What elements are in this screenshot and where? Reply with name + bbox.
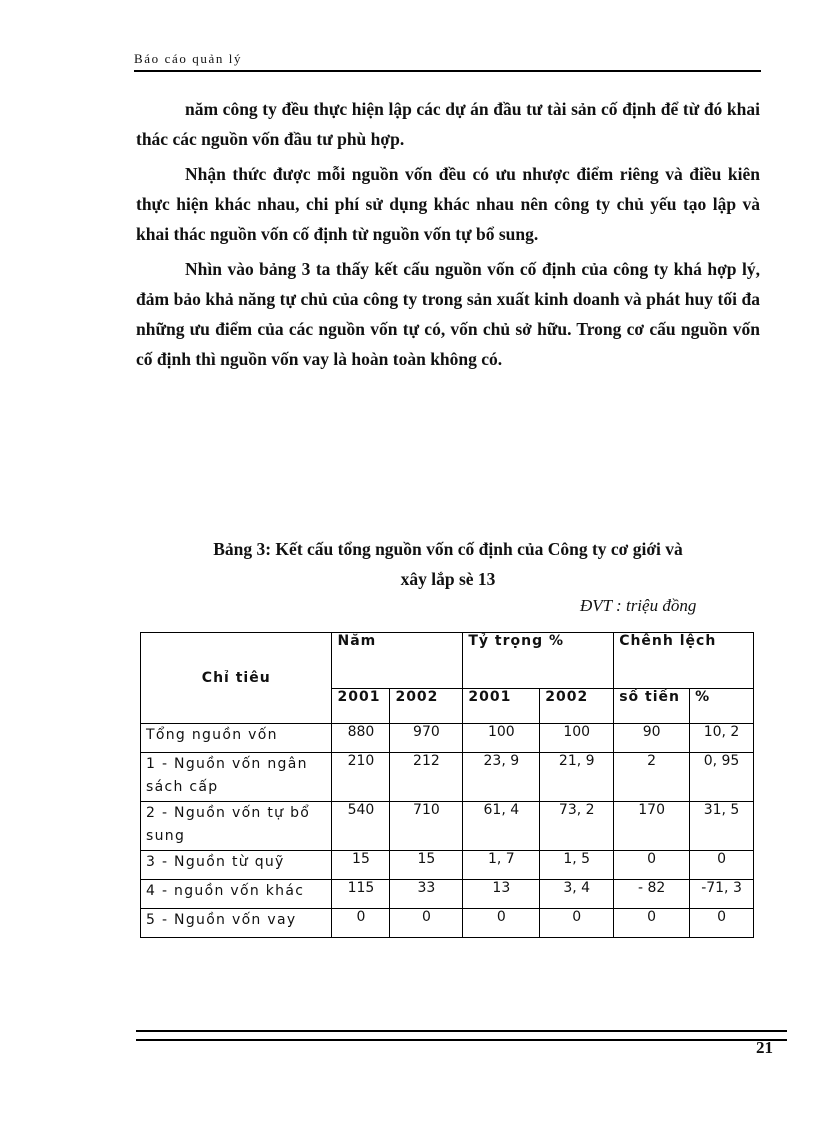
row-label: 1 - Nguồn vốn ngân sách cấp: [141, 753, 332, 802]
cell-nam-2001: 0: [332, 909, 390, 938]
table-caption-line1: Bảng 3: Kết cấu tổng nguồn vốn cố định của Công ty cơ giới và: [213, 539, 683, 559]
paragraph: Nhìn vào bảng 3 ta thấy kết cấu nguồn vốn cố định của công ty khá hợp lý, đảm bảo khả năng tự chủ của công ty trong sản xuất kinh doanh và phát huy tối đa những ưu điểm của các nguồn vốn tự có, vốn chủ sở hữu. Trong cơ cấu nguồn vốn cố định thì nguồn vốn vay là hoàn toàn không có.: [136, 259, 760, 369]
header-title: Báo cáo quản lý: [134, 51, 243, 66]
cell-nam-2002: 33: [390, 880, 463, 909]
header-so-tien: số tiền: [614, 689, 690, 724]
footer-divider: [136, 1030, 787, 1041]
row-label: 2 - Nguồn vốn tự bổ sung: [141, 802, 332, 851]
cell-nam-2001: 115: [332, 880, 390, 909]
cell-pct: 0: [690, 851, 754, 880]
cell-ty-trong-2001: 23, 9: [463, 753, 540, 802]
table-row: [141, 880, 754, 909]
cell-so-tien: 90: [614, 724, 690, 753]
row-label: 4 - nguồn vốn khác: [141, 880, 332, 909]
row-label: 3 - Nguồn từ quỹ: [141, 851, 332, 880]
cell-ty-trong-2001: 61, 4: [463, 802, 540, 851]
table-row: [141, 909, 754, 938]
table-header-row: [141, 633, 754, 689]
header-nam: Năm: [332, 633, 463, 689]
cell-pct: 0, 95: [690, 753, 754, 802]
row-label: 5 - Nguồn vốn vay: [141, 909, 332, 938]
cell-nam-2001: 880: [332, 724, 390, 753]
table-caption-line2: xây lắp sè 13: [400, 569, 496, 589]
page-header: [134, 50, 761, 72]
cell-pct: 0: [690, 909, 754, 938]
cell-nam-2001: 540: [332, 802, 390, 851]
header-pct: %: [690, 689, 754, 724]
table-row: [141, 802, 754, 851]
cell-nam-2002: 710: [390, 802, 463, 851]
cell-nam-2001: 210: [332, 753, 390, 802]
cell-nam-2002: 212: [390, 753, 463, 802]
cell-so-tien: 0: [614, 909, 690, 938]
header-ty-trong-2002: 2002: [540, 689, 614, 724]
page-number: 21: [756, 1038, 773, 1057]
cell-ty-trong-2002: 21, 9: [540, 753, 614, 802]
row-label: Tổng nguồn vốn: [141, 724, 332, 753]
cell-ty-trong-2002: 1, 5: [540, 851, 614, 880]
table-row: [141, 724, 754, 753]
table-unit: ĐVT : triệu đồng: [580, 596, 697, 615]
cell-nam-2002: 970: [390, 724, 463, 753]
cell-so-tien: 0: [614, 851, 690, 880]
paragraph: năm công ty đều thực hiện lập các dự án đầu tư tài sản cố định để từ đó khai thác các nguồn vốn đầu tư phù hợp.: [136, 99, 760, 149]
cell-so-tien: 170: [614, 802, 690, 851]
cell-ty-trong-2001: 100: [463, 724, 540, 753]
cell-ty-trong-2001: 1, 7: [463, 851, 540, 880]
cell-nam-2001: 15: [332, 851, 390, 880]
capital-structure-table: [140, 632, 754, 938]
table-row: [141, 753, 754, 802]
cell-ty-trong-2002: 73, 2: [540, 802, 614, 851]
cell-ty-trong-2001: 0: [463, 909, 540, 938]
body-text: [136, 94, 760, 379]
table-row: [141, 851, 754, 880]
cell-pct: 31, 5: [690, 802, 754, 851]
cell-so-tien: 2: [614, 753, 690, 802]
cell-ty-trong-2002: 3, 4: [540, 880, 614, 909]
header-chi-tieu: Chỉ tiêu: [141, 633, 332, 724]
cell-ty-trong-2001: 13: [463, 880, 540, 909]
header-nam-2002: 2002: [390, 689, 463, 724]
cell-nam-2002: 0: [390, 909, 463, 938]
cell-pct: -71, 3: [690, 880, 754, 909]
cell-pct: 10, 2: [690, 724, 754, 753]
cell-nam-2002: 15: [390, 851, 463, 880]
cell-so-tien: - 82: [614, 880, 690, 909]
header-ty-trong-2001: 2001: [463, 689, 540, 724]
cell-ty-trong-2002: 100: [540, 724, 614, 753]
table-caption: [140, 534, 756, 594]
header-ty-trong: Tỷ trọng %: [463, 633, 614, 689]
cell-ty-trong-2002: 0: [540, 909, 614, 938]
header-nam-2001: 2001: [332, 689, 390, 724]
header-chenh-lech: Chênh lệch: [614, 633, 754, 689]
paragraph: Nhận thức được mỗi nguồn vốn đều có ưu nhược điểm riêng và điều kiên thực hiện khác nhau, chi phí sử dụng khác nhau nên công ty chủ yếu tạo lập và khai thác nguồn vốn cố định từ nguồn vốn tự bổ sung.: [136, 164, 760, 244]
